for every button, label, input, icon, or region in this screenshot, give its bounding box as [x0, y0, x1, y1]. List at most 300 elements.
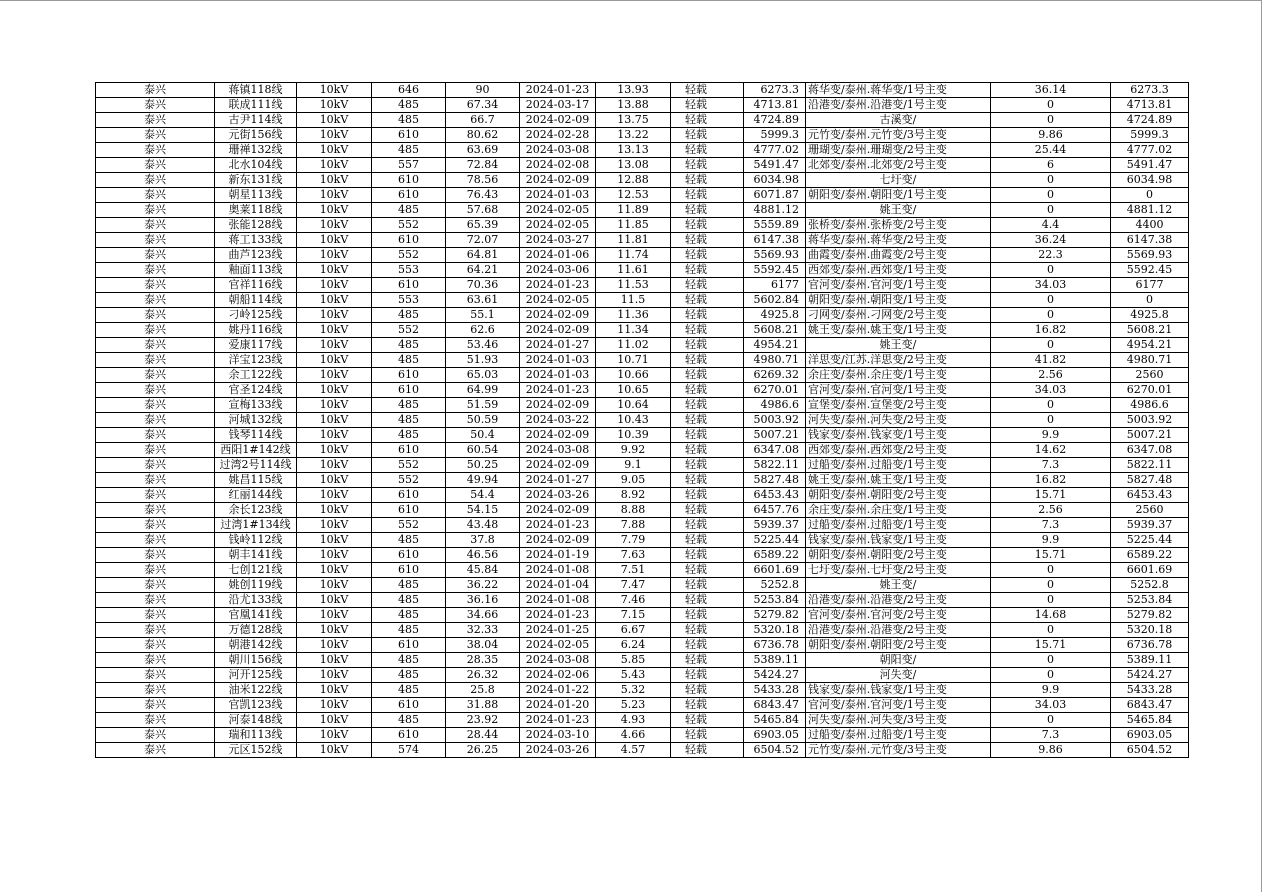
capacity-cell: 485	[372, 428, 446, 443]
value-cell: 5433.28	[1111, 683, 1189, 698]
load-status-cell: 轻载	[671, 173, 744, 188]
load-rate-cell: 7.51	[596, 563, 671, 578]
voltage-cell: 10kV	[297, 683, 372, 698]
transfer-cell: 15.71	[991, 548, 1111, 563]
load-status-cell: 轻载	[671, 428, 744, 443]
value-cell: 6903.05	[1111, 728, 1189, 743]
value-cell: 5225.44	[1111, 533, 1189, 548]
load-rate-cell: 11.89	[596, 203, 671, 218]
load-status-cell: 轻载	[671, 278, 744, 293]
value-cell: 6736.78	[1111, 638, 1189, 653]
transfer-cell: 0	[991, 578, 1111, 593]
voltage-cell: 10kV	[297, 488, 372, 503]
voltage-cell: 10kV	[297, 458, 372, 473]
value-cell: 6601.69	[1111, 563, 1189, 578]
max-current-cell: 54.15	[446, 503, 520, 518]
max-current-cell: 72.84	[446, 158, 520, 173]
date-cell: 2024-01-23	[520, 383, 596, 398]
load-rate-cell: 7.47	[596, 578, 671, 593]
line-name-cell: 奥莱118线	[215, 203, 297, 218]
voltage-cell: 10kV	[297, 128, 372, 143]
region-cell: 泰兴	[96, 338, 215, 353]
line-name-cell: 朝船114线	[215, 293, 297, 308]
max-current-cell: 54.4	[446, 488, 520, 503]
max-current-cell: 28.44	[446, 728, 520, 743]
line-name-cell: 元街156线	[215, 128, 297, 143]
substation-cell: 沿港变/泰州.沿港变/2号主变	[806, 593, 991, 608]
date-cell: 2024-02-28	[520, 128, 596, 143]
date-cell: 2024-02-09	[520, 428, 596, 443]
region-cell: 泰兴	[96, 368, 215, 383]
capacity-cell: 610	[372, 278, 446, 293]
capacity-cell: 610	[372, 128, 446, 143]
load-rate-cell: 4.66	[596, 728, 671, 743]
line-name-cell: 钱岭112线	[215, 533, 297, 548]
voltage-cell: 10kV	[297, 563, 372, 578]
region-cell: 泰兴	[96, 653, 215, 668]
load-status-cell: 轻载	[671, 248, 744, 263]
table-row	[96, 143, 1189, 158]
load-status-cell: 轻载	[671, 308, 744, 323]
load-status-cell: 轻载	[671, 578, 744, 593]
transfer-cell: 2.56	[991, 503, 1111, 518]
region-cell: 泰兴	[96, 203, 215, 218]
voltage-cell: 10kV	[297, 143, 372, 158]
value-cell: 0	[1111, 293, 1189, 308]
load-rate-cell: 13.08	[596, 158, 671, 173]
value-cell: 5592.45	[1111, 263, 1189, 278]
available-cell: 4986.6	[744, 398, 806, 413]
table-row	[96, 743, 1189, 758]
date-cell: 2024-02-09	[520, 173, 596, 188]
voltage-cell: 10kV	[297, 308, 372, 323]
value-cell: 6147.38	[1111, 233, 1189, 248]
table-row	[96, 728, 1189, 743]
region-cell: 泰兴	[96, 263, 215, 278]
available-cell: 5592.45	[744, 263, 806, 278]
voltage-cell: 10kV	[297, 443, 372, 458]
capacity-cell: 485	[372, 668, 446, 683]
value-cell: 5491.47	[1111, 158, 1189, 173]
value-cell: 6034.98	[1111, 173, 1189, 188]
max-current-cell: 64.81	[446, 248, 520, 263]
load-status-cell: 轻载	[671, 458, 744, 473]
capacity-cell: 485	[372, 308, 446, 323]
value-cell: 6843.47	[1111, 698, 1189, 713]
line-name-cell: 官圣124线	[215, 383, 297, 398]
value-cell: 4777.02	[1111, 143, 1189, 158]
max-current-cell: 57.68	[446, 203, 520, 218]
date-cell: 2024-01-03	[520, 353, 596, 368]
max-current-cell: 46.56	[446, 548, 520, 563]
date-cell: 2024-01-19	[520, 548, 596, 563]
page-top-border	[0, 0, 1262, 1]
transfer-cell: 25.44	[991, 143, 1111, 158]
available-cell: 6270.01	[744, 383, 806, 398]
line-name-cell: 钱琴114线	[215, 428, 297, 443]
transfer-cell: 0	[991, 338, 1111, 353]
load-status-cell: 轻载	[671, 143, 744, 158]
capacity-cell: 610	[372, 488, 446, 503]
max-current-cell: 64.21	[446, 263, 520, 278]
load-rate-cell: 7.63	[596, 548, 671, 563]
value-cell: 5253.84	[1111, 593, 1189, 608]
max-current-cell: 50.59	[446, 413, 520, 428]
load-status-cell: 轻载	[671, 398, 744, 413]
substation-cell: 朝阳变/泰州.朝阳变/1号主变	[806, 293, 991, 308]
load-status-cell: 轻载	[671, 563, 744, 578]
voltage-cell: 10kV	[297, 293, 372, 308]
date-cell: 2024-03-26	[520, 743, 596, 758]
line-name-cell: 曲芦123线	[215, 248, 297, 263]
capacity-cell: 485	[372, 98, 446, 113]
capacity-cell: 553	[372, 293, 446, 308]
date-cell: 2024-02-05	[520, 218, 596, 233]
available-cell: 6601.69	[744, 563, 806, 578]
load-status-cell: 轻载	[671, 728, 744, 743]
load-status-cell: 轻载	[671, 383, 744, 398]
table-row	[96, 683, 1189, 698]
line-name-cell: 朝川156线	[215, 653, 297, 668]
substation-cell: 官河变/泰州.官河变/1号主变	[806, 383, 991, 398]
substation-cell: 钱家变/泰州.钱家变/1号主变	[806, 683, 991, 698]
value-cell: 5424.27	[1111, 668, 1189, 683]
load-status-cell: 轻载	[671, 488, 744, 503]
voltage-cell: 10kV	[297, 473, 372, 488]
available-cell: 6843.47	[744, 698, 806, 713]
transfer-cell: 16.82	[991, 473, 1111, 488]
available-cell: 4980.71	[744, 353, 806, 368]
date-cell: 2024-01-25	[520, 623, 596, 638]
capacity-cell: 552	[372, 323, 446, 338]
max-current-cell: 49.94	[446, 473, 520, 488]
table-row	[96, 113, 1189, 128]
transfer-cell: 6	[991, 158, 1111, 173]
load-rate-cell: 12.88	[596, 173, 671, 188]
max-current-cell: 26.25	[446, 743, 520, 758]
transfer-cell: 36.14	[991, 83, 1111, 98]
date-cell: 2024-02-09	[520, 398, 596, 413]
substation-cell: 姚王变/	[806, 338, 991, 353]
table-row	[96, 293, 1189, 308]
substation-cell: 姚王变/	[806, 578, 991, 593]
capacity-cell: 485	[372, 608, 446, 623]
load-status-cell: 轻载	[671, 413, 744, 428]
load-rate-cell: 5.85	[596, 653, 671, 668]
available-cell: 5007.21	[744, 428, 806, 443]
capacity-cell: 485	[372, 713, 446, 728]
voltage-cell: 10kV	[297, 668, 372, 683]
line-name-cell: 宣梅133线	[215, 398, 297, 413]
line-name-cell: 沿尤133线	[215, 593, 297, 608]
available-cell: 6903.05	[744, 728, 806, 743]
transfer-cell: 15.71	[991, 638, 1111, 653]
value-cell: 6177	[1111, 278, 1189, 293]
max-current-cell: 76.43	[446, 188, 520, 203]
substation-cell: 张桥变/泰州.张桥变/2号主变	[806, 218, 991, 233]
load-status-cell: 轻载	[671, 353, 744, 368]
load-rate-cell: 6.67	[596, 623, 671, 638]
value-cell: 6589.22	[1111, 548, 1189, 563]
line-name-cell: 爱康117线	[215, 338, 297, 353]
load-status-cell: 轻载	[671, 338, 744, 353]
load-status-cell: 轻载	[671, 233, 744, 248]
available-cell: 4925.8	[744, 308, 806, 323]
max-current-cell: 26.32	[446, 668, 520, 683]
available-cell: 6453.43	[744, 488, 806, 503]
region-cell: 泰兴	[96, 458, 215, 473]
date-cell: 2024-02-09	[520, 323, 596, 338]
substation-cell: 河失变/	[806, 668, 991, 683]
region-cell: 泰兴	[96, 278, 215, 293]
value-cell: 6504.52	[1111, 743, 1189, 758]
available-cell: 4724.89	[744, 113, 806, 128]
max-current-cell: 63.69	[446, 143, 520, 158]
date-cell: 2024-01-20	[520, 698, 596, 713]
voltage-cell: 10kV	[297, 203, 372, 218]
load-status-cell: 轻载	[671, 623, 744, 638]
voltage-cell: 10kV	[297, 698, 372, 713]
table-row	[96, 158, 1189, 173]
available-cell: 5003.92	[744, 413, 806, 428]
load-rate-cell: 9.05	[596, 473, 671, 488]
voltage-cell: 10kV	[297, 713, 372, 728]
region-cell: 泰兴	[96, 593, 215, 608]
available-cell: 6071.87	[744, 188, 806, 203]
value-cell: 6347.08	[1111, 443, 1189, 458]
voltage-cell: 10kV	[297, 623, 372, 638]
available-cell: 5939.37	[744, 518, 806, 533]
table-row	[96, 518, 1189, 533]
line-name-cell: 古尹114线	[215, 113, 297, 128]
load-status-cell: 轻载	[671, 743, 744, 758]
date-cell: 2024-02-05	[520, 203, 596, 218]
transfer-cell: 9.9	[991, 428, 1111, 443]
load-status-cell: 轻载	[671, 518, 744, 533]
max-current-cell: 63.61	[446, 293, 520, 308]
date-cell: 2024-01-23	[520, 278, 596, 293]
voltage-cell: 10kV	[297, 593, 372, 608]
date-cell: 2024-02-08	[520, 158, 596, 173]
max-current-cell: 70.36	[446, 278, 520, 293]
value-cell: 6270.01	[1111, 383, 1189, 398]
value-cell: 4713.81	[1111, 98, 1189, 113]
date-cell: 2024-03-10	[520, 728, 596, 743]
date-cell: 2024-01-23	[520, 608, 596, 623]
table-row	[96, 473, 1189, 488]
load-status-cell: 轻载	[671, 98, 744, 113]
available-cell: 5252.8	[744, 578, 806, 593]
voltage-cell: 10kV	[297, 278, 372, 293]
max-current-cell: 36.22	[446, 578, 520, 593]
load-status-cell: 轻载	[671, 698, 744, 713]
table-row	[96, 563, 1189, 578]
available-cell: 6589.22	[744, 548, 806, 563]
capacity-cell: 610	[372, 233, 446, 248]
load-rate-cell: 10.39	[596, 428, 671, 443]
table-row	[96, 383, 1189, 398]
capacity-cell: 485	[372, 533, 446, 548]
max-current-cell: 36.16	[446, 593, 520, 608]
load-rate-cell: 11.61	[596, 263, 671, 278]
region-cell: 泰兴	[96, 308, 215, 323]
available-cell: 4713.81	[744, 98, 806, 113]
line-name-cell: 朝港142线	[215, 638, 297, 653]
available-cell: 4954.21	[744, 338, 806, 353]
transfer-cell: 15.71	[991, 488, 1111, 503]
load-rate-cell: 9.1	[596, 458, 671, 473]
load-status-cell: 轻载	[671, 713, 744, 728]
value-cell: 2560	[1111, 503, 1189, 518]
load-rate-cell: 11.02	[596, 338, 671, 353]
voltage-cell: 10kV	[297, 578, 372, 593]
table-row	[96, 548, 1189, 563]
capacity-cell: 485	[372, 683, 446, 698]
region-cell: 泰兴	[96, 428, 215, 443]
voltage-cell: 10kV	[297, 233, 372, 248]
load-status-cell: 轻载	[671, 293, 744, 308]
load-status-cell: 轻载	[671, 503, 744, 518]
max-current-cell: 60.54	[446, 443, 520, 458]
available-cell: 5424.27	[744, 668, 806, 683]
transfer-cell: 0	[991, 308, 1111, 323]
substation-cell: 钱家变/泰州.钱家变/1号主变	[806, 428, 991, 443]
load-status-cell: 轻载	[671, 443, 744, 458]
capacity-cell: 552	[372, 248, 446, 263]
substation-cell: 朝阳变/泰州.朝阳变/1号主变	[806, 188, 991, 203]
load-status-cell: 轻载	[671, 608, 744, 623]
available-cell: 6736.78	[744, 638, 806, 653]
load-rate-cell: 5.32	[596, 683, 671, 698]
substation-cell: 刁网变/泰州.刁网变/2号主变	[806, 308, 991, 323]
table-row	[96, 503, 1189, 518]
capacity-cell: 485	[372, 623, 446, 638]
value-cell: 5822.11	[1111, 458, 1189, 473]
value-cell: 5608.21	[1111, 323, 1189, 338]
region-cell: 泰兴	[96, 293, 215, 308]
capacity-cell: 552	[372, 458, 446, 473]
voltage-cell: 10kV	[297, 413, 372, 428]
capacity-cell: 610	[372, 563, 446, 578]
load-rate-cell: 13.13	[596, 143, 671, 158]
table-row	[96, 698, 1189, 713]
max-current-cell: 45.84	[446, 563, 520, 578]
substation-cell: 元竹变/泰州.元竹变/3号主变	[806, 743, 991, 758]
region-cell: 泰兴	[96, 398, 215, 413]
max-current-cell: 25.8	[446, 683, 520, 698]
date-cell: 2024-01-23	[520, 83, 596, 98]
load-rate-cell: 4.57	[596, 743, 671, 758]
load-status-cell: 轻载	[671, 683, 744, 698]
table-row	[96, 488, 1189, 503]
load-status-cell: 轻载	[671, 668, 744, 683]
table-row	[96, 233, 1189, 248]
region-cell: 泰兴	[96, 473, 215, 488]
substation-cell: 七圩变/	[806, 173, 991, 188]
value-cell: 5827.48	[1111, 473, 1189, 488]
value-cell: 5279.82	[1111, 608, 1189, 623]
capacity-cell: 485	[372, 113, 446, 128]
max-current-cell: 31.88	[446, 698, 520, 713]
date-cell: 2024-01-03	[520, 368, 596, 383]
available-cell: 6347.08	[744, 443, 806, 458]
line-name-cell: 官祥116线	[215, 278, 297, 293]
region-cell: 泰兴	[96, 323, 215, 338]
voltage-cell: 10kV	[297, 518, 372, 533]
table-body	[96, 83, 1189, 758]
load-rate-cell: 5.23	[596, 698, 671, 713]
substation-cell: 朝阳变/泰州.朝阳变/2号主变	[806, 548, 991, 563]
line-name-cell: 油米122线	[215, 683, 297, 698]
substation-cell: 河失变/泰州.河失变/2号主变	[806, 413, 991, 428]
table-row	[96, 308, 1189, 323]
table-row	[96, 368, 1189, 383]
region-cell: 泰兴	[96, 233, 215, 248]
load-status-cell: 轻载	[671, 128, 744, 143]
load-status-cell: 轻载	[671, 218, 744, 233]
load-rate-cell: 10.64	[596, 398, 671, 413]
available-cell: 6147.38	[744, 233, 806, 248]
date-cell: 2024-01-08	[520, 563, 596, 578]
max-current-cell: 64.99	[446, 383, 520, 398]
voltage-cell: 10kV	[297, 428, 372, 443]
max-current-cell: 38.04	[446, 638, 520, 653]
max-current-cell: 51.93	[446, 353, 520, 368]
load-rate-cell: 10.66	[596, 368, 671, 383]
transfer-cell: 0	[991, 563, 1111, 578]
load-status-cell: 轻载	[671, 263, 744, 278]
transfer-cell: 9.86	[991, 743, 1111, 758]
load-status-cell: 轻载	[671, 158, 744, 173]
available-cell: 6177	[744, 278, 806, 293]
max-current-cell: 34.66	[446, 608, 520, 623]
date-cell: 2024-02-05	[520, 638, 596, 653]
available-cell: 4881.12	[744, 203, 806, 218]
table-row	[96, 413, 1189, 428]
date-cell: 2024-03-06	[520, 263, 596, 278]
max-current-cell: 72.07	[446, 233, 520, 248]
table-row	[96, 713, 1189, 728]
substation-cell: 沿港变/泰州.沿港变/1号主变	[806, 98, 991, 113]
capacity-cell: 552	[372, 518, 446, 533]
region-cell: 泰兴	[96, 518, 215, 533]
date-cell: 2024-02-09	[520, 533, 596, 548]
table-row	[96, 653, 1189, 668]
date-cell: 2024-03-08	[520, 443, 596, 458]
max-current-cell: 43.48	[446, 518, 520, 533]
transfer-cell: 9.86	[991, 128, 1111, 143]
substation-cell: 朝阳变/泰州.朝阳变/2号主变	[806, 638, 991, 653]
line-name-cell: 珊禅132线	[215, 143, 297, 158]
max-current-cell: 32.33	[446, 623, 520, 638]
region-cell: 泰兴	[96, 563, 215, 578]
capacity-cell: 557	[372, 158, 446, 173]
transfer-cell: 0	[991, 593, 1111, 608]
capacity-cell: 574	[372, 743, 446, 758]
load-rate-cell: 9.92	[596, 443, 671, 458]
capacity-cell: 552	[372, 473, 446, 488]
transfer-cell: 0	[991, 413, 1111, 428]
substation-cell: 官河变/泰州.官河变/1号主变	[806, 698, 991, 713]
table-row	[96, 458, 1189, 473]
table-row	[96, 323, 1189, 338]
voltage-cell: 10kV	[297, 728, 372, 743]
table-row	[96, 203, 1189, 218]
region-cell: 泰兴	[96, 698, 215, 713]
transfer-cell: 9.9	[991, 533, 1111, 548]
max-current-cell: 90	[446, 83, 520, 98]
substation-cell: 珊瑚变/泰州.珊瑚变/2号主变	[806, 143, 991, 158]
